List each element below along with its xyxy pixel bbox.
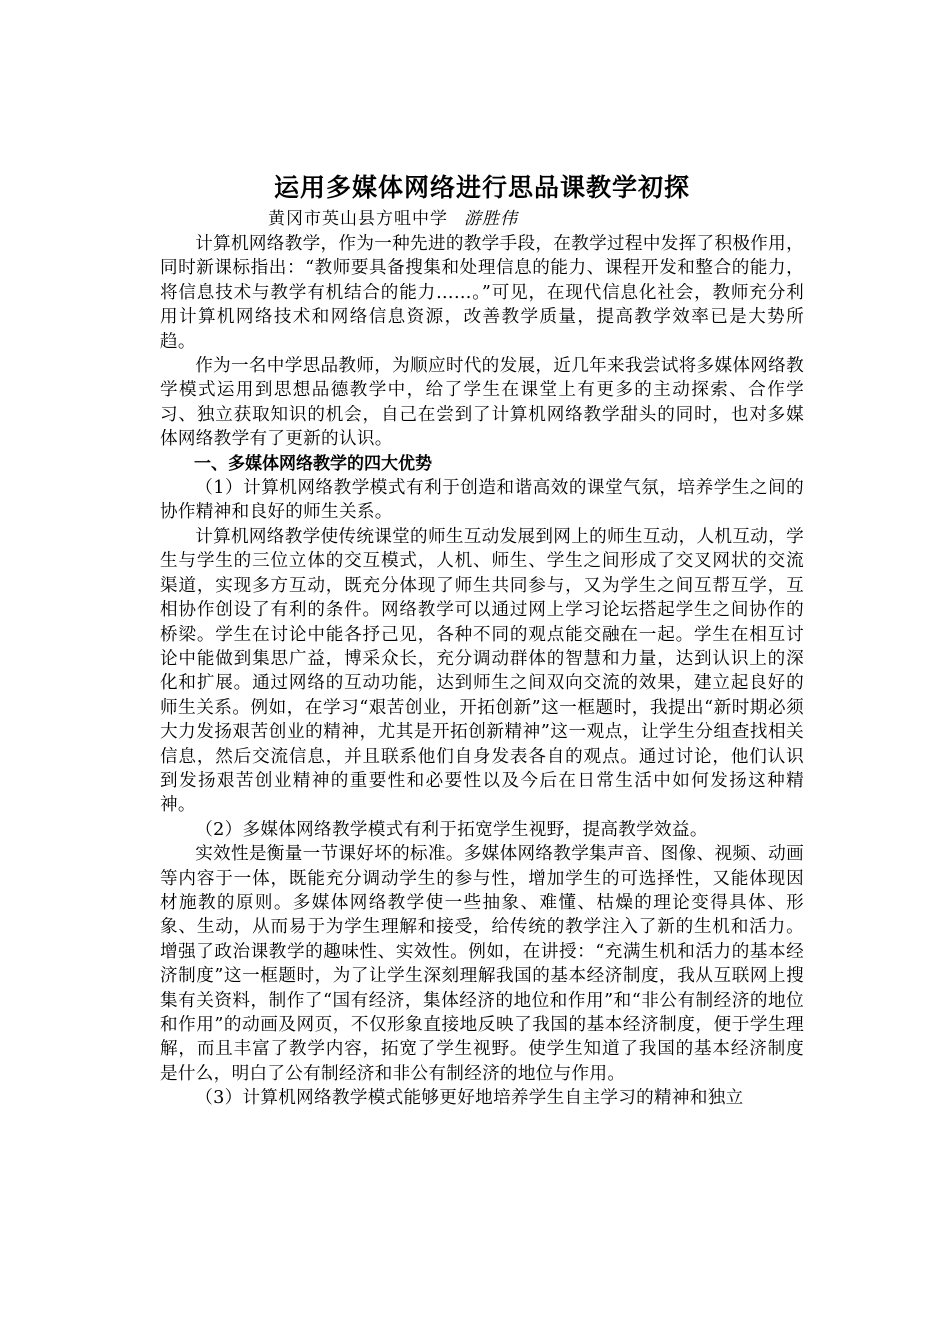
document-title: 运用多媒体网络进行思品课教学初探 (273, 173, 690, 202)
paragraph-intro-2: 作为一名中学思品教师，为顺应时代的发展，近几年来我尝试将多媒体网络教学模式运用到思想品德教学中，给了学生在课堂上有更多的主动探索、合作学习、独立获取知识的机会，自己在尝到了计算机网络教学甜头的同时，也对多媒体网络教学有了更新的认识。 (160, 356, 804, 450)
paragraph-intro-1: 计算机网络教学，作为一种先进的教学手段，在教学过程中发挥了积极作用，同时新课标指出：“教师要具备搜集和处理信息的能力、课程开发和整合的能力，将信息技术与教学有机结合的能力……。”可见，在现代信息化社会，教师充分利用计算机网络技术和网络信息资源，改善教学质量，提高教学效率已是大势所趋。 (160, 234, 804, 352)
paragraph-point-1-body: 计算机网络教学使传统课堂的师生互动发展到网上的师生互动，人机互动，学生与学生的三位立体的交互模式，人机、师生、学生之间形成了交叉网状的交流渠道，实现多方互动，既充分体现了师生共同参与，又为学生之间互帮互学，互相协作创设了有利的条件。网络教学可以通过网上学习论坛搭起学生之间协作的桥梁。学生在讨论中能各抒己见，各种不同的观点能交融在一起。学生在相互讨论中能做到集思广益，博采众长，充分调动群体的智慧和力量，达到认识上的深化和扩展。通过网络的互动功能，达到师生之间双向交流的效果，建立起良好的师生关系。例如，在学习“艰苦创业，开拓创新”这一框题时，我提出“新时期必须大力发扬艰苦创业的精神，尤其是开拓创新精神”这一观点，让学生分组查找相关信息，然后交流信息，并且联系他们自身发表各自的观点。通过讨论，他们认识到发扬艰苦创业精神的重要性和必要性以及今后在日常生活中如何发扬这种精神。 (160, 526, 804, 816)
paragraph-point-3: （3）计算机网络教学模式能够更好地培养学生自主学习的精神和独立 (195, 1088, 744, 1109)
author-line (268, 206, 804, 232)
paragraph-point-1: （1）计算机网络教学模式有利于创造和谐高效的课堂气氛，培养学生之间的协作精神和良好的师生关系。 (160, 478, 804, 523)
section-heading-1: 一、多媒体网络教学的四大优势 (194, 453, 432, 474)
author-name: 游胜伟 (464, 209, 518, 229)
author-school: 黄冈市英山县方咀中学 (268, 209, 448, 229)
paragraph-point-2: （2）多媒体网络教学模式有利于拓宽学生视野，提高教学效益。 (195, 819, 708, 840)
document-page (160, 170, 804, 1111)
paragraph-point-2-body: 实效性是衡量一节课好坏的标准。多媒体网络教学集声音、图像、视频、动画等内容于一体，既能充分调动学生的参与性，增加学生的可选择性，又能体现因材施教的原则。多媒体网络教学使一些抽象、难懂、枯燥的理论变得具体、形象、生动，从而易于为学生理解和接受，给传统的教学注入了新的生机和活力。增强了政治课教学的趣味性、实效性。例如，在讲授：“充满生机和活力的基本经济制度”这一框题时，为了让学生深刻理解我国的基本经济制度，我从互联网上搜集有关资料，制作了“国有经济，集体经济的地位和作用”和“非公有制经济的地位和作用”的动画及网页，不仅形象直接地反映了我国的基本经济制度，便于学生理解，而且丰富了教学内容，拓宽了学生视野。使学生知道了我国的基本经济制度是什么，明白了公有制经济和非公有制经济的地位与作用。 (160, 844, 804, 1084)
